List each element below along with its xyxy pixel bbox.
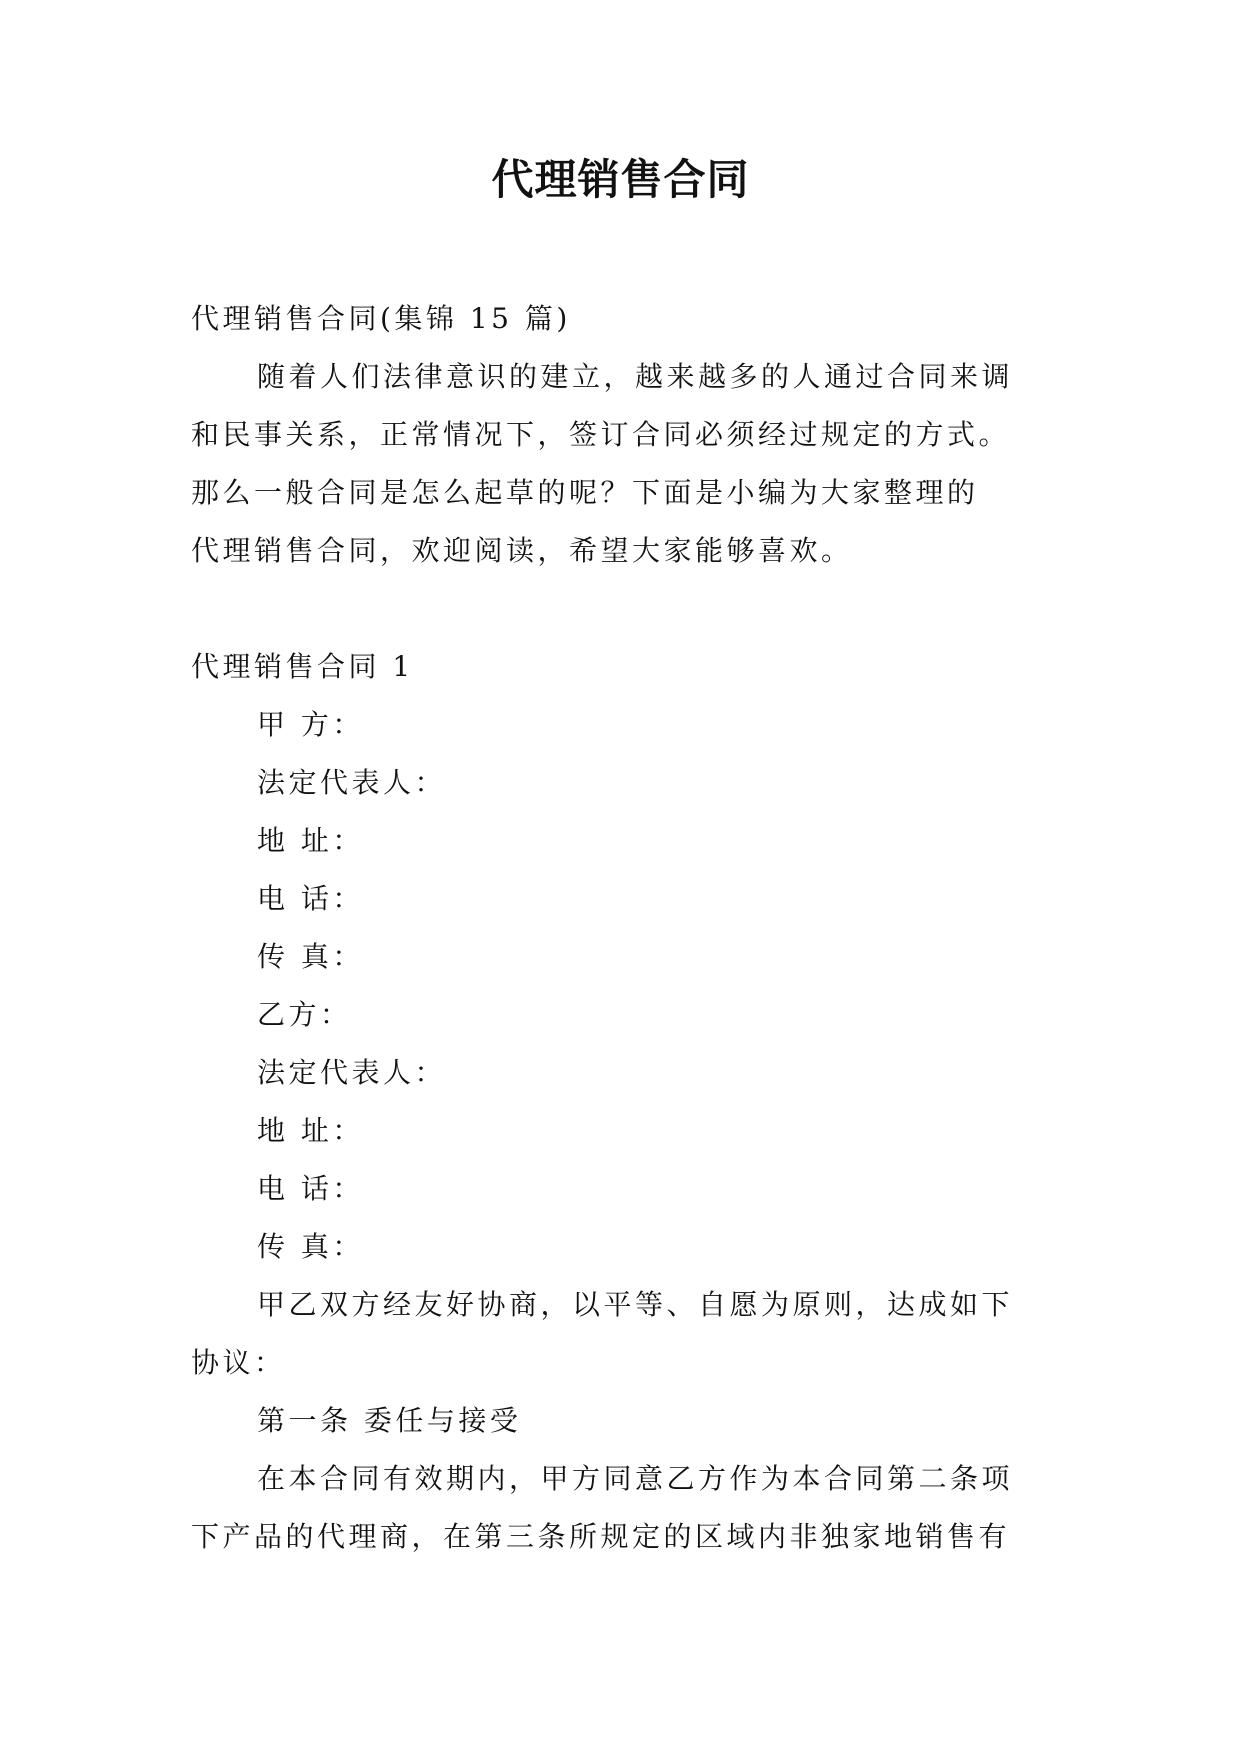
party-a-phone: 电 话： — [257, 882, 364, 915]
party-b-address: 地 址： — [257, 1114, 364, 1147]
party-a-fax: 传 真： — [257, 940, 364, 973]
intro-line-1: 随着人们法律意识的建立，越来越多的人通过合同来调 — [257, 360, 1014, 393]
intro-line-2: 和民事关系，正常情况下，签订合同必须经过规定的方式。 — [191, 418, 1011, 451]
document-subtitle: 代理销售合同(集锦 15 篇) — [191, 302, 571, 335]
intro-line-4: 代理销售合同，欢迎阅读，希望大家能够喜欢。 — [191, 534, 853, 567]
party-b-phone: 电 话： — [257, 1172, 364, 1205]
party-a-label: 甲 方： — [257, 708, 364, 741]
party-a-address: 地 址： — [257, 824, 364, 857]
party-a-rep: 法定代表人： — [257, 766, 447, 799]
intro-line-3: 那么一般合同是怎么起草的呢？下面是小编为大家整理的 — [191, 476, 979, 509]
article-1-line-1: 在本合同有效期内，甲方同意乙方作为本合同第二条项 — [257, 1462, 1014, 1495]
party-b-fax: 传 真： — [257, 1230, 364, 1263]
article-1-line-2: 下产品的代理商，在第三条所规定的区域内非独家地销售有 — [191, 1520, 1011, 1553]
paragraph-gap — [191, 580, 1071, 638]
document-body — [191, 290, 1071, 1566]
section-heading: 代理销售合同 1 — [191, 650, 414, 683]
agreement-line-1: 甲乙双方经友好协商，以平等、自愿为原则，达成如下 — [257, 1288, 1014, 1321]
agreement-line-2: 协议： — [191, 1346, 286, 1379]
document-title: 代理销售合同 — [491, 155, 750, 204]
party-b-label: 乙方： — [257, 998, 352, 1031]
party-b-rep: 法定代表人： — [257, 1056, 447, 1089]
article-1-title: 第一条 委任与接受 — [257, 1404, 522, 1437]
